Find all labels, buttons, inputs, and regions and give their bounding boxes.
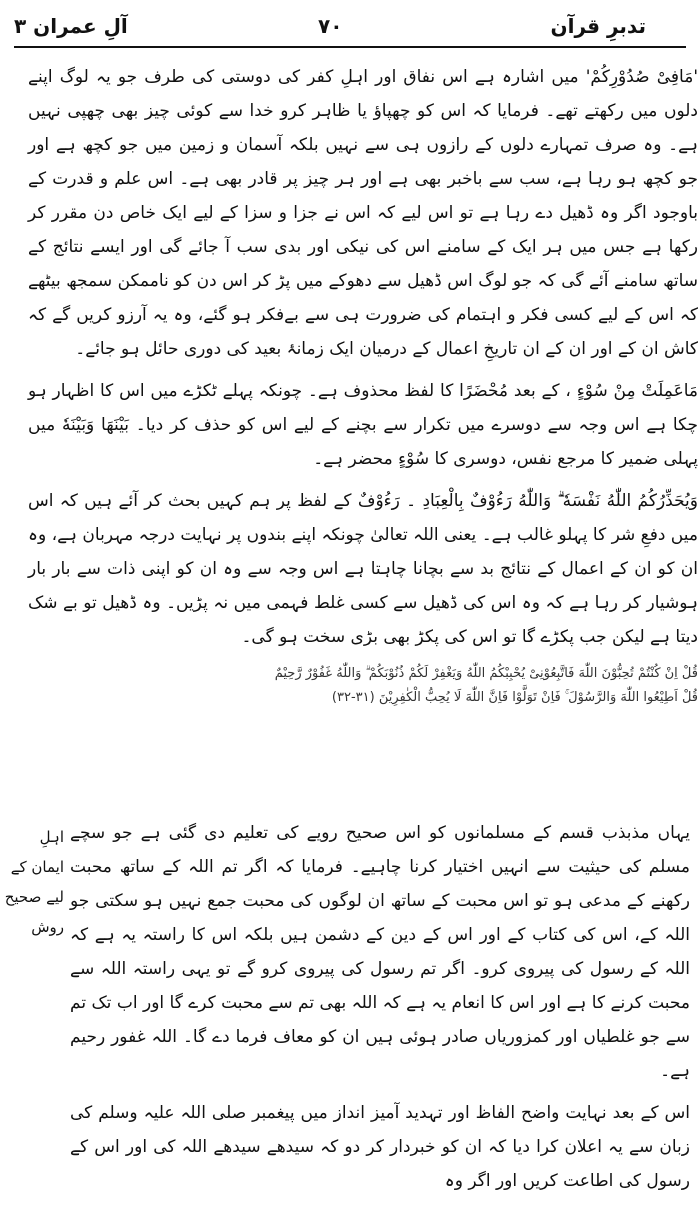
- margin-note: اہلِ ایمان کے لیے صحیح روش: [4, 828, 64, 936]
- book-title: تدبرِ قرآن: [550, 14, 646, 38]
- paragraph-2: مَاعَمِلَتْ مِنْ سُوْءٍ ، کے بعد مُحْضَرًا کا لفظ محذوف ہے۔ چونکہ پہلے ٹکڑے میں اس کا اظہار ہو چکا ہے اس وجہ سے دوسرے میں تکرار سے بچنے کے لیے اس کو حذف کر دیا۔ بَیْنَهَا وَبَیْنَهٗ میں پہلی ضمیر کا مرجع نفس، دوسری کا سُوْءٍ محضر ہے۔: [28, 381, 698, 469]
- surah-name: آلِ عمران ۳: [14, 14, 128, 38]
- paragraph-1: 'مَافِیْ صُدُوْرِكُمْ' میں اشارہ ہے اس نفاق اور اہلِ کفر کی دوستی کی طرف جو یہ لوگ اپنے دلوں میں رکھتے تھے۔ فرمایا کہ اس کو چھپاؤ یا ظاہر کرو خدا سے کوئی چیز بھی چھپی نہیں ہے۔ وہ صرف تمہارے دلوں کے رازوں ہی سے نہیں بلکہ آسمان و زمین میں جو کچھ ہے اور جو کچھ ہو رہا ہے، سب سے باخبر بھی ہے اور ہر چیز پر قادر بھی ہے۔ اس علم و قدرت کے باوجود اگر وہ ڈھیل دے رہا ہے تو اس لیے کہ اس نے جزا و سزا کے لیے ایک خاص دن مقرر کر رکھا ہے جس میں ہر ایک کے سامنے اس کی نیکی اور بدی سب آ جائے گی اور ایسے نتائج کے ساتھ سامنے آئے گی کہ جو لوگ اس ڈھیل سے دھوکے میں پڑ کر اس دن کو ناممکن سمجھ بیٹھے کہ اس کے لیے کسی فکر و اہتمام کی ضرورت ہی سے بےفکر ہو گئے، وہ یہ آرزو کریں گے کہ کاش ان کے اور ان کے ان تاریخِ اعمال کے درمیان ایک زمانۂ بعید کی دوری حائل ہو جائے۔: [28, 67, 698, 359]
- commentary-body-2: [70, 816, 690, 1206]
- page-header: [0, 8, 700, 48]
- paragraph-3: وَیُحَذِّرُكُمُ اللّٰهُ نَفْسَهٗ ۗ وَاللّٰهُ رَءُوْفٌ بِالْعِبَادِ ۔ رَءُوْفٌ کے لفظ پر ہم کہیں بحث کر آئے ہیں کہ اس میں دفعِ شر کا پہلو غالب ہے۔ یعنی اللہ تعالیٰ چونکہ اپنے بندوں پر نہایت درجہ مہربان ہے، وہ ان کو ان کے اعمال کے نتائج بد سے بچانا چاہتا ہے اس وجہ سے وہ ان کو اپنی ذات سے بار بار ہوشیار کر رہا ہے کہ وہ اس کی ڈھیل سے کسی غلط فہمی میں نہ پڑیں۔ وہ ڈھیل تو بے شک دیتا ہے لیکن جب پکڑے گا تو اس کی پکڑ بھی بڑی سخت ہو گی۔: [28, 491, 698, 647]
- commentary-body: [28, 60, 698, 710]
- paragraph-5: اس کے بعد نہایت واضح الفاظ اور تہدید آمیز انداز میں پیغمبر صلی اللہ علیہ وسلم کی زبان سے یہ اعلان کرا دیا کہ ان کو خبردار کر دو کہ سیدھے سیدھے اللہ کی اور اس کے رسول کی اطاعت کریں اور اگر وہ: [70, 1103, 690, 1191]
- paragraph-4: یہاں مذبذب قسم کے مسلمانوں کو اس صحیح رویے کی تعلیم دی گئی ہے جو سچے مسلم کی حیثیت سے انہیں اختیار کرنا چاہیے۔ فرمایا کہ اگر تم اللہ کے ساتھ محبت رکھنے کے مدعی ہو تو اس محبت کے ساتھ ان لوگوں کی محبت جمع نہیں ہو سکتی جو اللہ کے، اس کی کتاب کے اور اس کے دین کے دشمن ہیں بلکہ اس کا راستہ یہ ہے کہ اللہ کے رسول کی پیروی کرو۔ اگر تم رسول کی پیروی کرو گے تو یہی راستہ اللہ سے محبت کرنے کا ہے اور اس کا انعام یہ ہے کہ اللہ بھی تم سے محبت کرے گا اور اب تک تم سے جو غلطیاں اور کمزوریاں صادر ہوئی ہیں ان کو معاف فرما دے گا۔ اللہ غفور رحیم ہے۔: [70, 823, 690, 1081]
- header-rule: [14, 46, 686, 48]
- page-number: ۷۰: [318, 14, 343, 38]
- verse-line-2: قُلْ اَطِیْعُوا اللّٰهَ وَالرَّسُوْلَ ۚ فَاِنْ تَوَلَّوْا فَاِنَّ اللّٰهَ لَا یُحِبُّ الْكٰفِرِیْنَ (۳۱-۳۲): [331, 690, 698, 705]
- verse-line-1: قُلْ اِنْ كُنْتُمْ تُحِبُّوْنَ اللّٰهَ فَاتَّبِعُوْنِیْ یُحْبِبْكُمُ اللّٰهُ وَیَغْفِرْ لَكُمْ ذُنُوْبَكُمْ ۗ وَاللّٰهُ غَفُوْرٌ رَّحِیْمٌ: [274, 666, 698, 681]
